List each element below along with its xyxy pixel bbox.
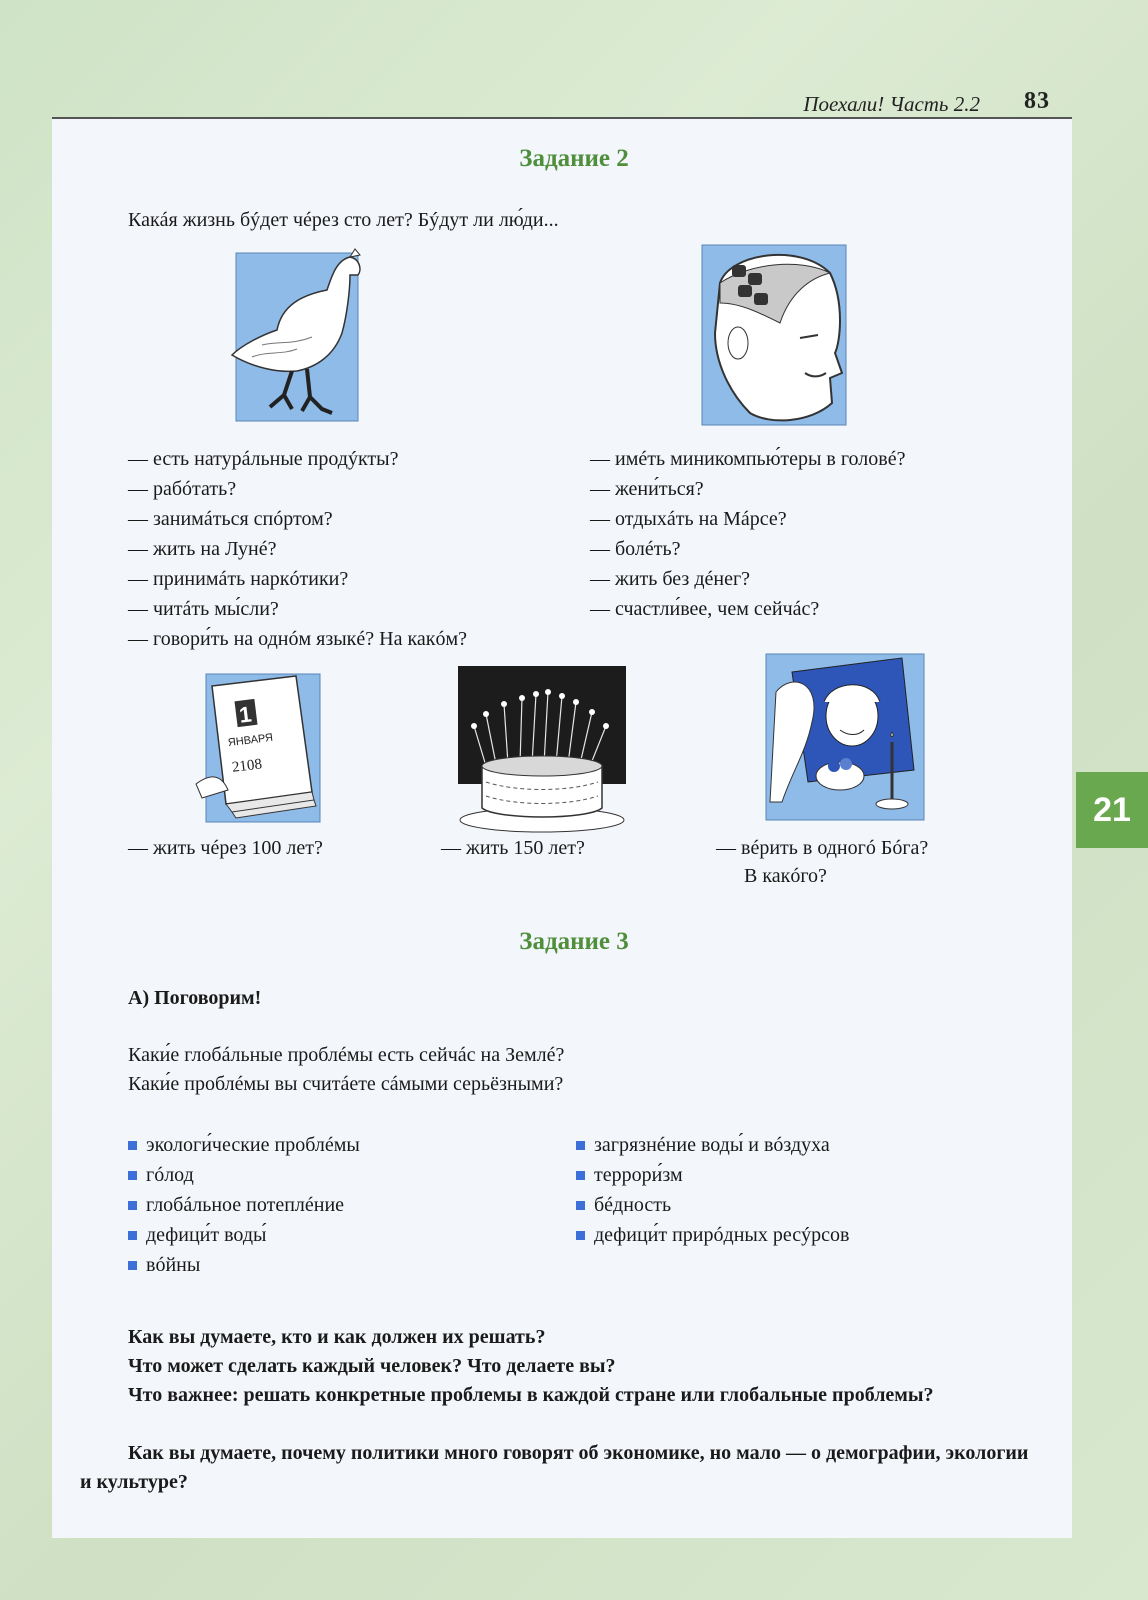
task2-right-list — [590, 444, 905, 624]
list-item: — жить без дéнег? — [590, 568, 751, 590]
bullet-icon — [128, 1141, 137, 1150]
list-item-label: дефици́т прирóдных ресýрсов — [594, 1224, 850, 1246]
chicken-illustration — [222, 245, 372, 425]
list-item — [126, 1160, 360, 1190]
list-item: — жить на Лунé? — [128, 538, 277, 560]
task3-heading: Задание 3 — [519, 928, 629, 955]
bullet-icon — [128, 1171, 137, 1180]
task2-heading: Задание 2 — [519, 145, 629, 172]
list-item — [126, 1190, 360, 1220]
list-item: — отдыхáть на Мáрсе? — [590, 508, 787, 530]
bullet-icon — [576, 1171, 585, 1180]
page-number: 83 — [1024, 88, 1050, 114]
caption-icon-line1: — вéрить в одногó Бóга? — [716, 837, 929, 859]
discussion-question-3: Что важнее: решать конкретные проблемы в каждой стране или глобальные проблемы? — [128, 1384, 934, 1406]
list-item-label: дефици́т воды́ — [146, 1224, 267, 1246]
caption-icon-line2: В какóго? — [744, 865, 827, 887]
list-item-label: террори́зм — [594, 1164, 683, 1186]
task3-question-2: Каки́е проблéмы вы считáете сáмыми серьёзными? — [128, 1073, 564, 1095]
bullet-icon — [128, 1231, 137, 1240]
caption-calendar: — жить чéрез 100 лет? — [128, 837, 323, 859]
task2-question: Какáя жизнь бýдет чéрез сто лет? Бýдут ли лю́ди... — [128, 209, 559, 231]
bullet-icon — [128, 1261, 137, 1270]
list-item-label: глобáльное потеплéние — [146, 1194, 345, 1216]
cake-illustration — [456, 664, 628, 836]
running-title: Поехали! Часть 2.2 — [803, 92, 980, 116]
calendar-month: ЯНВАРЯ — [227, 731, 274, 750]
list-item-label: загрязнéние воды́ и вóздуха — [594, 1134, 830, 1156]
list-item: — жени́ться? — [590, 478, 704, 500]
calendar-year: 2108 — [231, 756, 263, 776]
list-item: — имéть миникомпью́теры в головé? — [590, 448, 906, 470]
list-item: — счастли́вее, чем сейчáс? — [590, 598, 820, 620]
calendar-day: 1 — [237, 701, 253, 728]
list-item — [126, 1250, 360, 1280]
list-item — [126, 1220, 360, 1250]
problems-left-list — [126, 1130, 360, 1280]
list-item: — рабóтать? — [128, 478, 237, 500]
bullet-icon — [576, 1201, 585, 1210]
list-item: — читáть мы́сли? — [128, 598, 279, 620]
list-item-label: бéдность — [594, 1194, 672, 1216]
problems-right-list — [574, 1130, 849, 1250]
list-item: — болéть? — [590, 538, 681, 560]
list-item — [574, 1130, 849, 1160]
discussion-question-4: Как вы думаете, почему политики много говорят об экономике, но мало — о демографии, экологии и культуре? — [80, 1442, 1029, 1493]
list-item — [574, 1220, 849, 1250]
caption-cake: — жить 150 лет? — [441, 837, 585, 859]
bullet-icon — [128, 1201, 137, 1210]
icon-illustration — [762, 652, 928, 824]
chapter-tab: 21 — [1076, 772, 1148, 848]
list-item: — принимáть наркóтики? — [128, 568, 349, 590]
discussion-question-1: Как вы думаете, кто и как должен их решать? — [128, 1326, 546, 1348]
list-item — [574, 1190, 849, 1220]
list-item-label: гóлод — [146, 1164, 194, 1186]
bullet-icon — [576, 1141, 585, 1150]
list-item — [574, 1160, 849, 1190]
list-item — [126, 1130, 360, 1160]
task3-subheading: А) Поговорим! — [128, 987, 262, 1009]
task2-left-list — [128, 444, 467, 654]
bullet-icon — [576, 1231, 585, 1240]
header-rule — [52, 117, 1072, 119]
list-item: — есть натурáльные продýкты? — [128, 448, 399, 470]
task3-question-1: Каки́е глобáльные проблéмы есть сейчáс на Землé? — [128, 1044, 565, 1066]
head-with-computer-illustration — [690, 243, 852, 428]
discussion-question-2: Что может сделать каждый человек? Что делаете вы? — [128, 1355, 616, 1377]
list-item: — говори́ть на однóм языкé? На какóм? — [128, 628, 467, 650]
running-head — [0, 86, 1072, 116]
list-item: — занимáться спóртом? — [128, 508, 333, 530]
list-item-label: вóйны — [146, 1254, 201, 1276]
list-item-label: экологи́ческие проблéмы — [146, 1134, 360, 1156]
calendar-illustration — [192, 672, 322, 830]
